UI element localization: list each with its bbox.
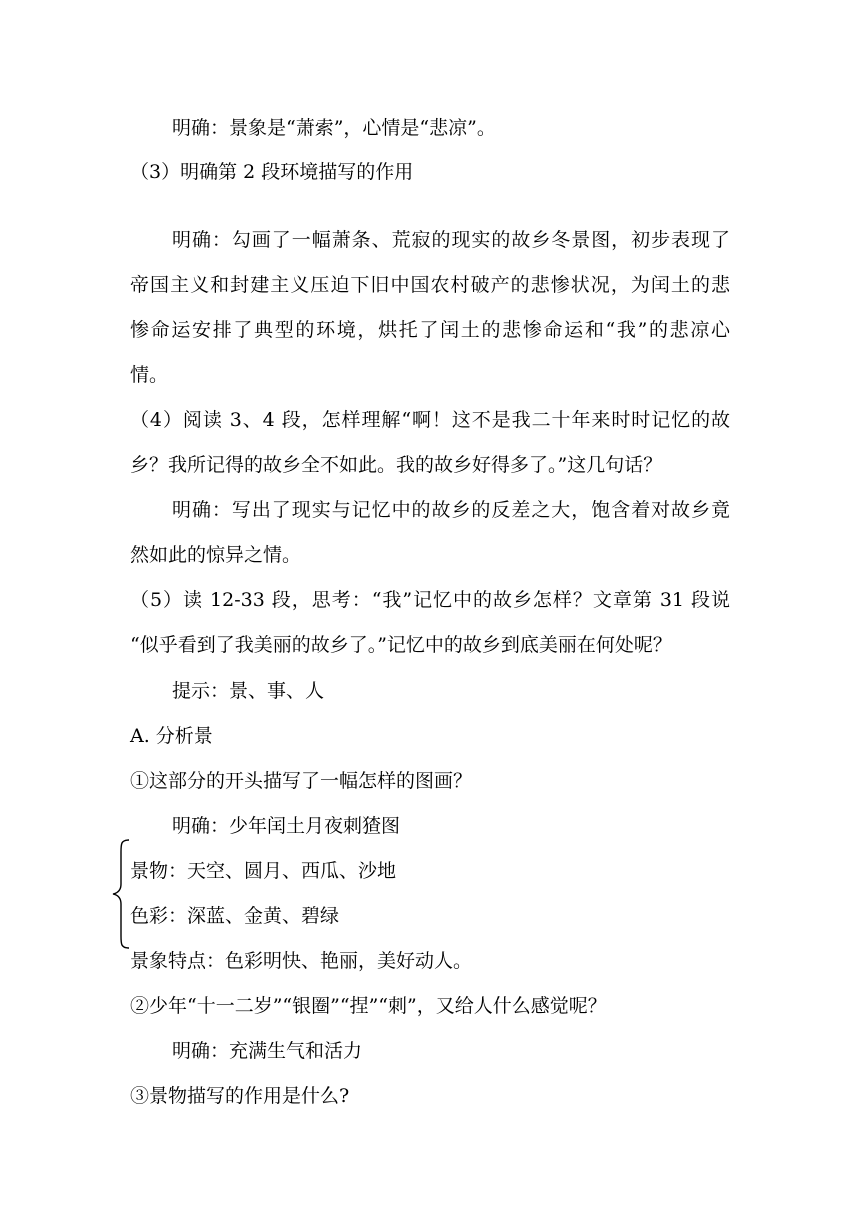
answer-circle-2: 明确：充满生气和活力	[172, 1040, 363, 1062]
answer-4-line-1: 明确：写出了现实与记忆中的故乡的反差之大，饱含着对故乡竟	[172, 499, 730, 521]
scenery-features: 景象特点：色彩明快、艳丽，美好动人。	[130, 950, 473, 972]
question-4-line-2: 乡？我所记得的故乡全不如此。我的故乡好得多了。”这几句话？	[130, 454, 663, 476]
question-3: （3）明确第 2 段环境描写的作用	[130, 161, 414, 183]
question-circle-2: ②少年“十一二岁”“银圈”“捏”“刺”，又给人什么感觉呢？	[130, 995, 607, 1017]
question-circle-1: ①这部分的开头描写了一幅怎样的图画？	[130, 770, 473, 792]
answer-circle-1: 明确：少年闰土月夜刺猹图	[172, 815, 401, 837]
section-a-heading: A. 分析景	[130, 725, 213, 747]
answer-3-line-1: 明确：勾画了一幅萧条、荒寂的现实的故乡冬景图，初步表现了	[172, 229, 730, 251]
question-5-line-1: （5）读 12-33 段，思考：“我”记忆中的故乡怎样？文章第 31 段说	[130, 589, 730, 611]
hint: 提示：景、事、人	[172, 680, 325, 702]
question-5-line-2: “似乎看到了我美丽的故乡了。”记忆中的故乡到底美丽在何处呢？	[130, 634, 672, 656]
answer-3-line-2: 帝国主义和封建主义压迫下旧中国农村破产的悲惨状况，为闰土的悲	[130, 274, 730, 296]
answer-3-line-4: 情。	[130, 364, 169, 386]
curly-brace-icon	[112, 838, 130, 950]
scenery-colors: 色彩：深蓝、金黄、碧绿	[130, 905, 340, 927]
question-circle-3: ③景物描写的作用是什么?	[130, 1085, 350, 1107]
answer-3-line-3: 惨命运安排了典型的环境，烘托了闰土的悲惨命运和“我”的悲凉心	[130, 319, 730, 341]
answer-scene-mood: 明确：景象是“萧索”，心情是“悲凉”。	[172, 117, 496, 139]
question-4-line-1: （4）阅读 3、4 段，怎样理解“啊！这不是我二十年来时时记忆的故	[130, 409, 730, 431]
scenery-items: 景物：天空、圆月、西瓜、沙地	[130, 860, 397, 882]
answer-4-line-2: 然如此的惊异之情。	[130, 544, 302, 566]
